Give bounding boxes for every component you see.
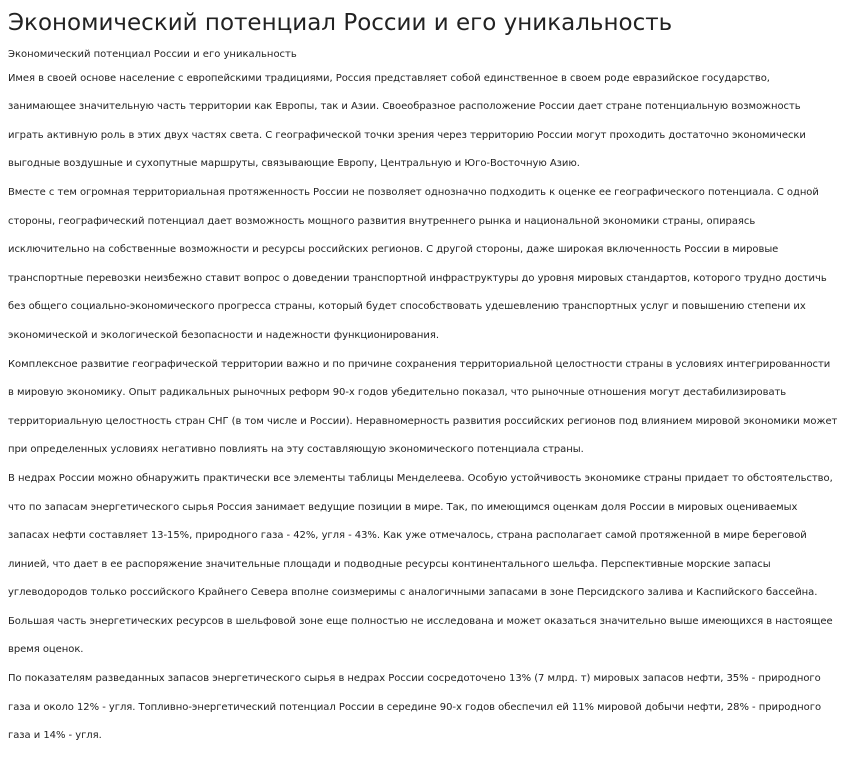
- paragraph-5: По показателям разведанных запасов энергетического сырья в недрах России сосредоточено 13% (7 млрд. т) мировых запасов нефти, 35% - природного газа и около 12% - угля. Топливно-энергетический потенциал России в середине 90-х годов обеспечил ей 11% мировой добычи нефти, 28% - природного газа и 14% - угля.: [8, 673, 822, 742]
- page-title: Экономический потенциал России и его уникальность: [8, 10, 673, 36]
- paragraph-2: Вместе с тем огромная территориальная протяженность России не позволяет однозначно подходить к оценке ее географического потенциала. С одной стороны, географический потенциал дает возможность мощного развития внутреннего рынка и национальной экономики страны, опираясь исключительно на собственные возможности и ресурсы российских регионов. С другой стороны, даже широкая включенность России в мировые транспортные перевозки неизбежно ставит вопрос о доведении транспортной инфраструктуры до уровня мировых стандартов, которого трудно достичь без общего социально-экономического прогресса страны, который будет способствовать удешевлению транспортных услуг и повышению степени их экономической и экологической безопасности и надежности функционирования.: [8, 186, 827, 341]
- paragraph-1: Имея в своей основе население с европейскими традициями, Россия представляет собой единственное в своем роде евразийское государство, занимающее значительную часть территории как Европы, так и Азии. Своеобразное расположение России дает стране потенциальную возможность играть активную роль в этих двух частях света. С географической точки зрения через территорию России могут проходить достаточно экономически выгодные воздушные и сухопутные маршруты, связывающие Европу, Центральную и Юго-Восточную Азию.: [8, 72, 806, 170]
- article-subtitle: Экономический потенциал России и его уникальность: [8, 49, 297, 60]
- paragraph-4: В недрах России можно обнаружить практически все элементы таблицы Менделеева. Особую устойчивость экономике страны придает то обстоятельство, что по запасам энергетического сырья Россия занимает ведущие позиции в мире. Так, по имеющимся оценкам доля России в мировых оцениваемых запасах нефти составляет 13-15%, природного газа - 42%, угля - 43%. Как уже отмечалось, страна располагает самой протяженной в мире береговой линией, что дает в ее распоряжение значительные площади и подводные ресурсы континентального шельфа. Перспективные морские запасы углеводородов только российского Крайнего Севера вполне соизмеримы с аналогичными запасами в зоне Персидского залива и Каспийского бассейна. Большая часть энергетических ресурсов в шельфовой зоне еще полностью не исследована и может оказаться значительно выше имеющихся в настоящее время оценок.: [8, 472, 833, 656]
- paragraph-3: Комплексное развитие географической территории важно и по причине сохранения территориальной целостности страны в условиях интегрированности в мировую экономику. Опыт радикальных рыночных реформ 90-х годов убедительно показал, что рыночные отношения могут дестабилизировать территориальную целостность стран СНГ (в том числе и России). Неравномерность развития российских регионов под влиянием мировой экономики может при определенных условиях негативно повлиять на эту составляющую экономического потенциала страны.: [8, 358, 838, 456]
